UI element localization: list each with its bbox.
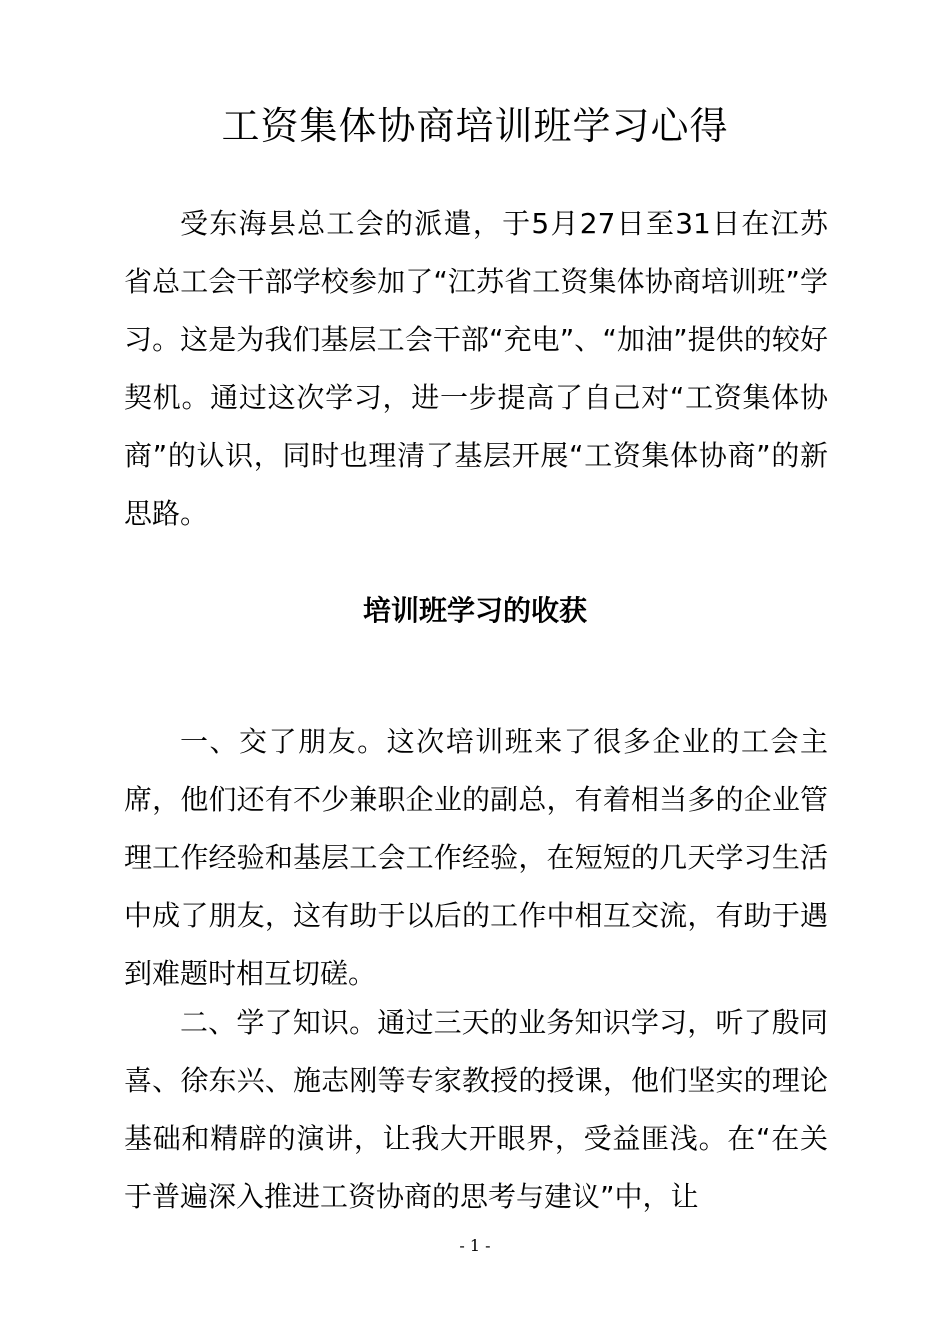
intro-paragraph: 受东海县总工会的派遣，于5月27日至31日在江苏省总工会干部学校参加了“江苏省工资集体协商培训班”学习。这是为我们基层工会干部“充电”、“加油”提供的较好契机。通过这次学习，进一步提高了自己对“工资集体协商”的认识，同时也理清了基层开展“工资集体协商”的新思路。 [124,207,828,530]
paragraph-one: 一、交了朋友。这次培训班来了很多企业的工会主席，他们还有不少兼职企业的副总，有着相当多的企业管理工作经验和基层工会工作经验，在短短的几天学习生活中成了朋友，这有助于以后的工作中相互交流，有助于遇到难题时相互切磋。 [124,725,828,990]
paragraph-two: 二、学了知识。通过三天的业务知识学习，听了殷同喜、徐东兴、施志刚等专家教授的授课，他们坚实的理论基础和精辟的演讲，让我大开眼界，受益匪浅。在“在关于普遍深入推进工资协商的思考与建议”中，让 [124,1006,828,1213]
section-heading: 培训班学习的收获 [362,594,587,627]
document-title: 工资集体协商培训班学习心得 [221,104,729,148]
page-number: - 1 - [459,1236,491,1255]
